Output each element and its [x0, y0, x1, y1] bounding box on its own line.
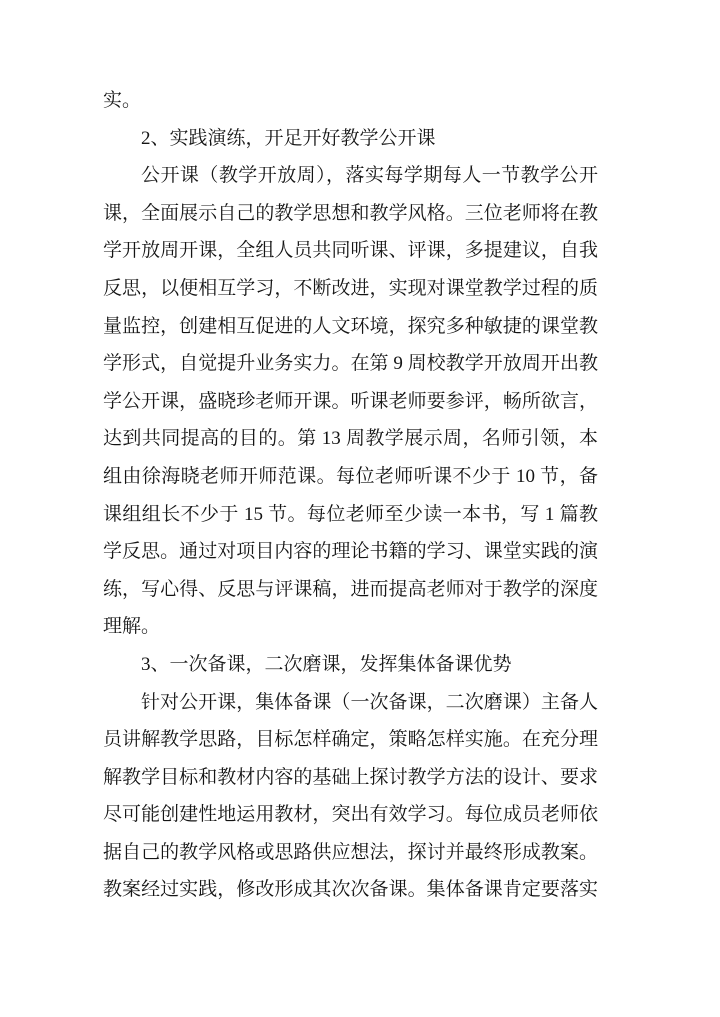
doc-line: 达到共同提高的目的。第 13 周教学展示周，名师引领，本	[103, 428, 598, 450]
doc-line: 课组组长不少于 15 节。每位老师至少读一本书，写 1 篇教	[103, 503, 598, 525]
doc-line: 员讲解教学思路，目标怎样确定，策略怎样实施。在充分理	[103, 729, 598, 751]
doc-line: 据自己的教学风格或思路供应想法，探讨并最终形成教案。	[103, 841, 598, 863]
doc-line: 量监控，创建相互促进的人文环境，探究多种敏捷的课堂教	[103, 315, 598, 337]
doc-line: 解教学目标和教材内容的基础上探讨教学方法的设计、要求	[103, 766, 598, 788]
doc-line: 针对公开课，集体备课（一次备课，二次磨课）主备人	[141, 691, 598, 713]
doc-line: 练，写心得、反思与评课稿，进而提高老师对于教学的深度	[103, 578, 598, 600]
doc-line: 学反思。通过对项目内容的理论书籍的学习、课堂实践的演	[103, 541, 598, 563]
doc-line: 公开课（教学开放周），落实每学期每人一节教学公开	[141, 165, 598, 187]
doc-line: 教案经过实践，修改形成其次次备课。集体备课肯定要落实	[103, 879, 598, 901]
doc-heading-line: 3、一次备课，二次磨课，发挥集体备课优势	[141, 653, 512, 675]
doc-line: 反思，以便相互学习，不断改进，实现对课堂教学过程的质	[103, 277, 598, 299]
doc-heading-line: 2、实践演练，开足开好教学公开课	[141, 127, 436, 149]
doc-line: 学形式，自觉提升业务实力。在第 9 周校教学开放周开出教	[103, 353, 598, 375]
doc-line: 组由徐海晓老师开师范课。每位老师听课不少于 10 节，备	[103, 465, 598, 487]
doc-line: 学开放周开课，全组人员共同听课、评课，多提建议，自我	[103, 240, 598, 262]
doc-line: 学公开课，盛晓珍老师开课。听课老师要参评，畅所欲言，	[103, 390, 598, 412]
doc-line: 课，全面展示自己的教学思想和教学风格。三位老师将在教	[103, 202, 598, 224]
doc-line: 尽可能创建性地运用教材，突出有效学习。每位成员老师依	[103, 804, 598, 826]
doc-line: 实。	[103, 90, 142, 111]
document-text-block	[103, 82, 598, 909]
doc-line: 理解。	[103, 616, 161, 638]
